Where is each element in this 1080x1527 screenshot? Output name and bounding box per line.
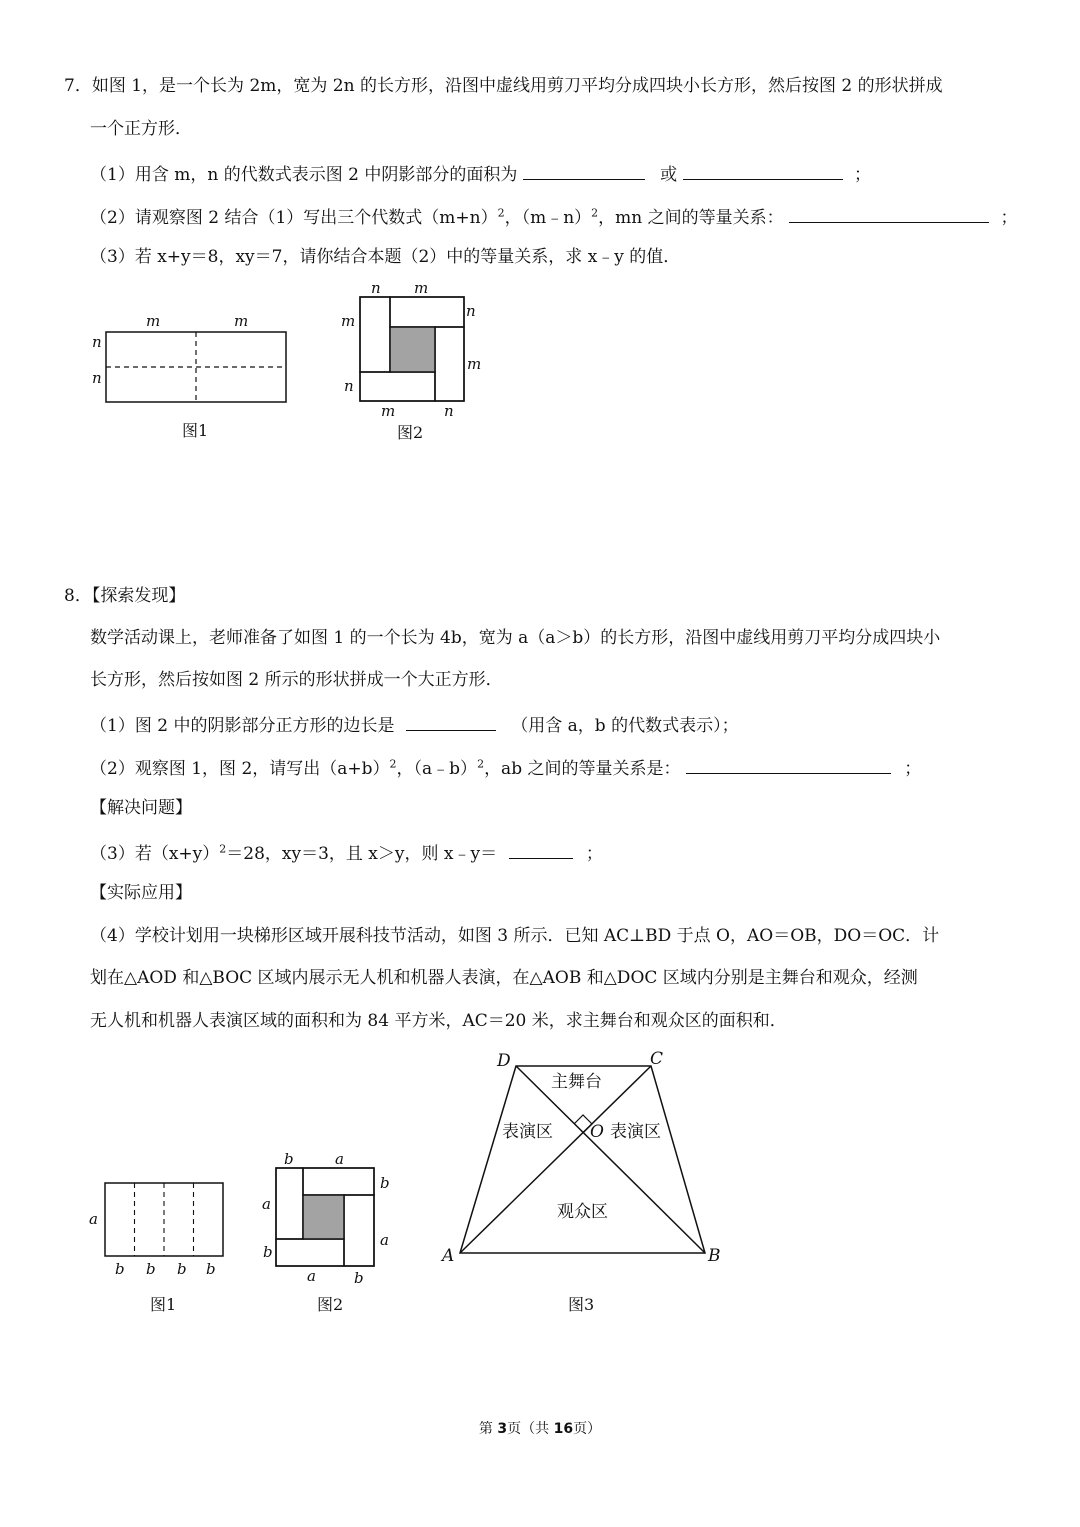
q7-fig2-label-n-left: n: [344, 377, 354, 395]
footer-page-number: 3: [497, 1421, 508, 1437]
footer-suffix: 页）: [573, 1421, 602, 1437]
footer-middle: 页（共: [507, 1421, 554, 1437]
q8-fig3-label-O: O: [590, 1122, 604, 1142]
q8-fig2-rect-bottom: [276, 1239, 344, 1266]
q8-fig3-performance-left-label: 表演区: [502, 1122, 553, 1142]
q8-fig3-label-D: D: [497, 1051, 511, 1071]
q8-fig2-rect-right: [344, 1195, 374, 1266]
q8-fig3-trapezoid: [460, 1066, 705, 1253]
q7-part2-text-c: ，mn 之间的等量关系：: [598, 208, 784, 228]
footer-total-pages: 16: [553, 1421, 574, 1437]
q8-intro-line2: 长方形，然后按如图 2 所示的形状拼成一个大正方形．: [90, 670, 503, 690]
q8-fig1-caption: 图1: [150, 1295, 177, 1314]
page-footer: [0, 1418, 1080, 1438]
q8-fig2-shaded-square: [303, 1195, 344, 1239]
q8-fig3-label-A: A: [442, 1246, 455, 1266]
q8-fig3-diagonal-bd: [516, 1066, 705, 1253]
q7-part2-text-a: （2）请观察图 2 结合（1）写出三个代数式（m+n）: [90, 208, 498, 228]
q8-intro-line1: 数学活动课上，老师准备了如图 1 的一个长为 4b，宽为 a（a＞b）的长方形，沿图中虚线用剪刀平均分成四块小: [90, 628, 941, 648]
q8-fig2-label-b-bottom: b: [354, 1269, 364, 1287]
q8-part3-text-a: （3）若（x+y）: [90, 844, 220, 864]
q8-part3-end: ；: [585, 844, 603, 864]
q8-part3-text-b: ＝28，xy＝3，且 x＞y，则 x﹣y＝: [226, 844, 498, 864]
q7-fig2-label-m-bottom: m: [381, 402, 396, 420]
q7-fig2-label-n-right: n: [466, 302, 476, 320]
q8-fig3-label-C: C: [650, 1049, 664, 1069]
q8-part2-text-a: （2）观察图 1，图 2，请写出（a+b）: [90, 759, 390, 779]
q8-fig2-label-a-right: a: [380, 1231, 389, 1249]
q7-part2-text-b: ，（m﹣n）: [504, 208, 592, 228]
q8-fig2-rect-top: [303, 1168, 374, 1195]
q8-fig2-label-a-bottom: a: [307, 1267, 316, 1285]
q7-fig2-label-n-bottom: n: [444, 402, 454, 420]
q8-fig3-stage-label: 主舞台: [551, 1072, 602, 1092]
q8-part1-text-a: （1）图 2 中的阴影部分正方形的边长是: [90, 716, 395, 736]
q8-title: 8．【探索发现】: [64, 586, 186, 606]
q7-part1-or: 或: [660, 165, 678, 185]
q8-part4-line2: 划在△AOD 和△BOC 区域内展示无人机和机器人表演，在△AOB 和△DOC 区域内分别是主舞台和观众，经测: [90, 968, 918, 988]
q7-stem-line2: 一个正方形．: [90, 119, 192, 139]
q8-fig3-performance-right-label: 表演区: [610, 1122, 661, 1142]
q8-part2-sup-2: 2: [477, 757, 485, 771]
q8-section-solve: 【解决问题】: [90, 798, 192, 818]
q8-fig2-label-b-tl: b: [284, 1150, 294, 1168]
q7-fig1-label-n-top: n: [92, 333, 102, 351]
q7-fig2-label-m-left: m: [341, 312, 356, 330]
q7-fig2-label-m-top: m: [414, 279, 429, 297]
q8-fig2-label-b-left: b: [263, 1243, 273, 1261]
q8-fig1-label-b3: b: [177, 1260, 187, 1278]
q7-part1-end: ；: [853, 165, 871, 185]
q7-fig2-label-m-right: m: [467, 355, 482, 373]
q8-fig2-rect-left: [276, 1168, 303, 1239]
q7-part3: （3）若 x+y＝8，xy＝7，请你结合本题（2）中的等量关系，求 x﹣y 的值．: [90, 247, 681, 267]
q8-part2-end: ；: [904, 759, 922, 779]
q8-fig1-label-b1: b: [115, 1260, 125, 1278]
q8-fig3-audience-label: 观众区: [557, 1202, 608, 1222]
q7-fig1-caption: 图1: [182, 421, 209, 440]
q7-part1-text: （1）用含 m，n 的代数式表示图 2 中阴影部分的面积为: [90, 165, 518, 185]
q8-fig1-label-b4: b: [206, 1260, 216, 1278]
q8-part2-sup-1: 2: [389, 757, 397, 771]
q7-part2-sup-1: 2: [497, 206, 505, 220]
footer-prefix: 第: [478, 1421, 498, 1437]
q8-part4-line3: 无人机和机器人表演区域的面积和为 84 平方米，AC＝20 米，求主舞台和观众区的面积和．: [90, 1011, 787, 1031]
q8-part2-text-c: ，ab 之间的等量关系是：: [484, 759, 681, 779]
q8-fig3-label-B: B: [708, 1246, 721, 1266]
q8-fig2: [276, 1168, 374, 1266]
q7-part2-end: ；: [1000, 208, 1018, 228]
q8-fig2-label-b-right: b: [380, 1174, 390, 1192]
q8-fig2-label-a-left: a: [262, 1195, 271, 1213]
q8-fig2-caption: 图2: [317, 1295, 344, 1314]
q7-fig2-label-n-tl: n: [371, 279, 381, 297]
q8-fig2-label-a-top: a: [335, 1150, 344, 1168]
q7-part2-sup-2: 2: [591, 206, 599, 220]
q7-fig1-label-n-bottom: n: [92, 369, 102, 387]
q7-fig1-label-m-right: m: [234, 312, 249, 330]
q7-stem-line1: 7．如图 1，是一个长为 2m，宽为 2n 的长方形，沿图中虚线用剪刀平均分成四块小长方形，然后按图 2 的形状拼成: [64, 76, 943, 96]
q8-fig3: [460, 1066, 705, 1253]
q8-fig1-label-a: a: [89, 1210, 98, 1228]
q8-part2-text-b: ，（a﹣b）: [396, 759, 478, 779]
q7-fig1-label-m-left: m: [146, 312, 161, 330]
q8-section-apply: 【实际应用】: [90, 883, 192, 903]
q8-part3-sup: 2: [219, 842, 227, 856]
q8-fig1: [89, 1183, 223, 1314]
q8-fig1-label-b2: b: [146, 1260, 156, 1278]
q8-fig3-caption: 图3: [568, 1295, 595, 1314]
q7-fig2-caption: 图2: [397, 423, 424, 442]
q8-part4-line1: （4）学校计划用一块梯形区域开展科技节活动，如图 3 所示．已知 AC⊥BD 于点 O，AO＝OB，DO＝OC．计: [90, 926, 940, 946]
q8-part1-text-b: （用含 a，b 的代数式表示）；: [511, 716, 739, 736]
